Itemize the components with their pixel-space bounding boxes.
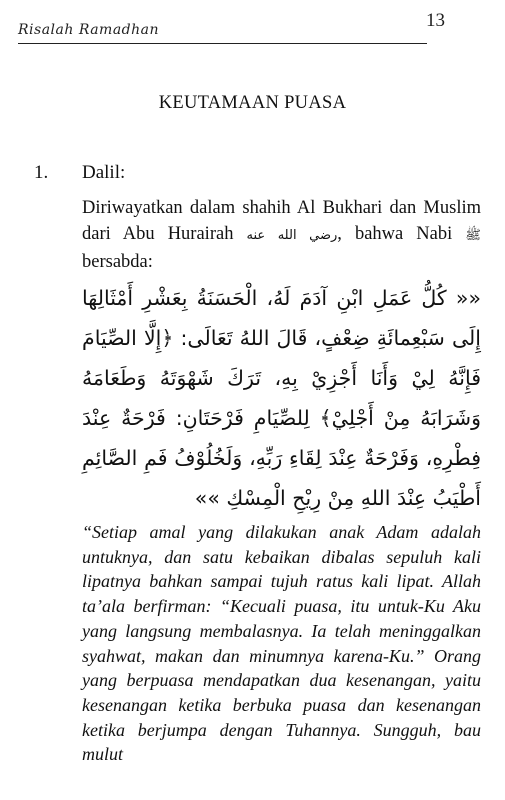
- header-rule: [18, 43, 427, 44]
- hadith-translation: “Setiap amal yang dilakukan anak Adam adalah untuknya, dan satu kebaikan dibalas sepuluh kali lipatnya bahkan sampai tujuh ratus kali lipat. Allah ta’ala berfirman: “Kecuali puasa, itu untuk-Ku Aku yang langsung membalasnya. Ia telah meninggalkan syahwat, makan dan minumnya karena-Ku.” Orang yang berpuasa mendapatkan dua kesenangan, yaitu kesenangan ketika berbuka puasa dan kesenangan ketika berjumpa dengan Tuhannya. Sungguh, bau mulut: [82, 522, 481, 765]
- section-heading: [34, 162, 125, 184]
- chapter-heading: KEUTAMAAN PUASA: [158, 93, 347, 113]
- radhiyallahu-anhu-symbol: رضي الله عنه: [246, 228, 338, 243]
- shallallahu-alaihi-wasallam-symbol: ﷺ: [465, 228, 481, 243]
- intro-paragraph: [82, 195, 481, 275]
- intro-text-end: bersabda:: [82, 252, 153, 272]
- section-title: Dalil:: [82, 162, 126, 183]
- intro-text-middle: , bahwa Nabi: [337, 224, 453, 244]
- page-number: 13: [426, 10, 445, 31]
- running-title: Risalah Ramadhan: [18, 22, 160, 38]
- section-number: 1.: [34, 162, 49, 183]
- intro-text-start: Diriwayatkan dalam shahih Al Bukhari dan Muslim dari Abu Hurairah: [82, 198, 481, 244]
- page-header: [18, 6, 487, 46]
- arabic-hadith-text: «« كُلُّ عَمَلِ ابْنِ آدَمَ لَهُ، الْحَسَنَةُ بِعَشْرِ أَمْثَالِهَا إِلَى سَبْعِمائَةِ ضِعْفٍ، قَالَ اللهُ تَعَالَى: ﴿إِلَّا الصِّيَامَ فَإِنَّهُ لِيْ وَأَنَا أَجْزِيْ بِهِ، تَرَكَ شَهْوَتَهُ وَطَعَامَهُ وَشَرَابَهُ مِنْ أَجْلِيْ﴾ لِلصِّيَامِ فَرْحَتَانِ: فَرْحَةٌ عِنْدَ فِطْرِهِ، وَفَرْحَةٌ عِنْدَ لِقَاءِ رَبِّهِ، وَلَخُلُوْفُ فَمِ الصَّائِمِ أَطْيَبُ عِنْدَ اللهِ مِنْ رِيْحِ الْمِسْكِ »»: [82, 286, 481, 510]
